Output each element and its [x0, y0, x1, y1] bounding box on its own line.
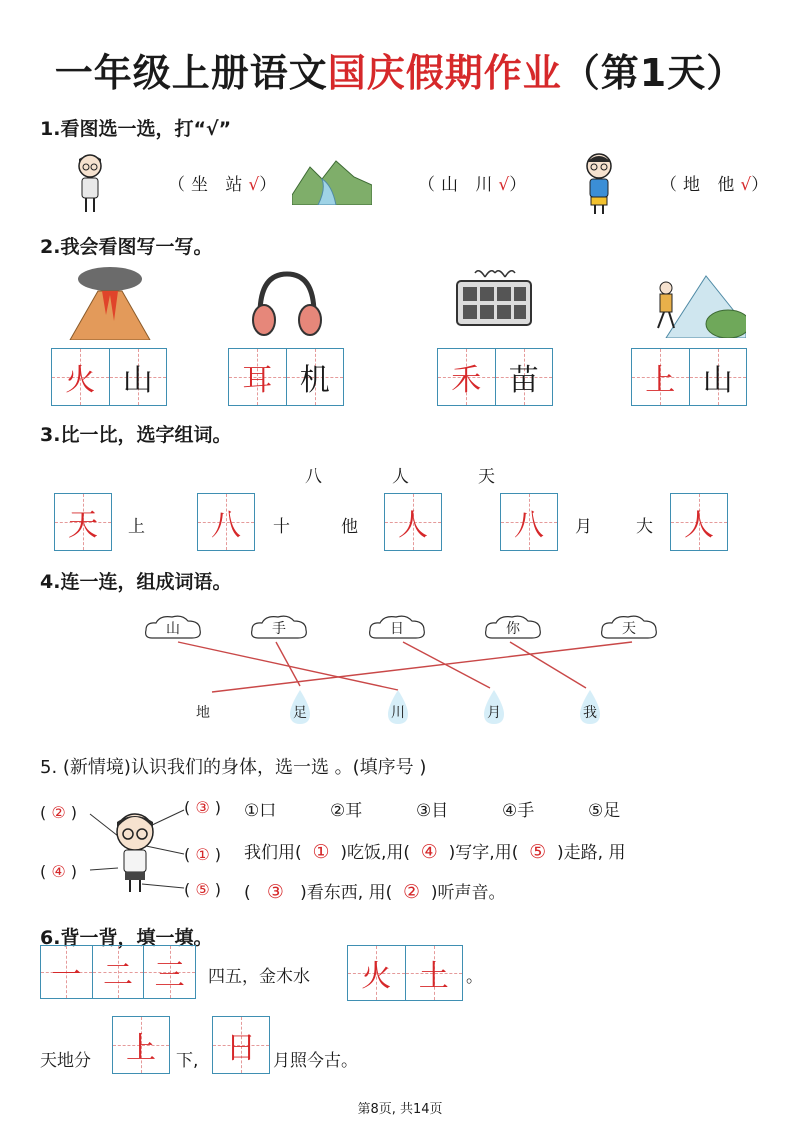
q4-bottom-char[interactable]: 月 — [487, 705, 501, 721]
q6-box-row-1b[interactable]: 火 土 — [347, 945, 463, 1001]
q3-given-char: 他 — [341, 517, 358, 537]
boy-illustration — [578, 150, 620, 218]
char-cell: 苗 — [495, 349, 553, 405]
q3-answer-box[interactable]: 八 — [500, 493, 558, 551]
q5-answer: ⑤ — [529, 841, 547, 863]
q4-top-char: 日 — [390, 621, 404, 637]
q6-box-row-2a[interactable]: 上 — [112, 1016, 170, 1074]
seedling-tray-illustration — [455, 265, 533, 327]
q6-box-row-1[interactable]: 一 二 三 — [40, 945, 196, 999]
q5-option: ③目 — [416, 801, 449, 821]
climbing-mountain-illustration — [636, 266, 746, 338]
body-parts-illustration — [80, 798, 190, 898]
q5-answer: ③ — [266, 881, 284, 903]
char-cell: 机 — [286, 349, 344, 405]
q5-option: ①口 — [244, 801, 277, 821]
volcano-illustration — [62, 265, 158, 340]
q5-label-3: ( ① ) — [184, 845, 221, 864]
q4-cloud[interactable] — [144, 614, 202, 642]
q6-text-end: 。 — [466, 967, 483, 987]
q2-word-box-1 — [51, 348, 167, 406]
q3-given-char: 月 — [575, 517, 592, 537]
q5-label-4: ( ④ ) — [40, 862, 77, 881]
q4-bottom-char[interactable]: 川 — [391, 705, 405, 721]
q3-choice: 人 — [392, 467, 409, 487]
q5-label-2: ( ③ ) — [184, 798, 221, 817]
q4-cloud[interactable] — [250, 614, 308, 642]
q2-word-box-2 — [228, 348, 344, 406]
q4-top-char: 山 — [166, 621, 180, 637]
title-black: 一年级上册语文 — [54, 51, 328, 95]
q3-given-char: 大 — [636, 517, 653, 537]
q5-option: ⑤足 — [588, 801, 621, 821]
q6-heading: 6.背一背，填一填。 — [40, 927, 213, 949]
girl-illustration — [72, 150, 108, 218]
q6-line2-end: 月照今古。 — [273, 1051, 358, 1071]
q5-sentence-2: ( ③ )看东西, 用( ② )听声音。 — [244, 881, 506, 903]
q3-answer-box[interactable]: 天 — [54, 493, 112, 551]
char-cell: 禾 — [438, 349, 495, 405]
q4-cloud[interactable] — [484, 614, 542, 642]
page-footer: 第8页, 共14页 — [357, 1102, 443, 1117]
char-cell: 上 — [632, 349, 689, 405]
q3-choice: 天 — [478, 467, 495, 487]
q5-answer: ② — [403, 881, 421, 903]
q6-line2-mid: 下, — [176, 1051, 199, 1071]
q5-label-1: ( ② ) — [40, 803, 77, 822]
q5-option: ②耳 — [330, 801, 363, 821]
q5-option: ④手 — [502, 801, 535, 821]
q4-bottom-char[interactable]: 地 — [196, 705, 210, 721]
q4-top-char: 手 — [272, 621, 286, 637]
q4-cloud[interactable] — [368, 614, 426, 642]
char-cell: 火 — [52, 349, 109, 405]
q3-choice: 八 — [305, 467, 322, 487]
q2-heading: 2.我会看图写一写。 — [40, 236, 213, 258]
q3-given-char: 十 — [273, 517, 290, 537]
title-suffix: （第1天） — [561, 51, 746, 95]
q6-text: 四五，金木水 — [208, 967, 310, 987]
q5-sentence-1: 我们用( ① )吃饭,用( ④ )写字,用( ⑤ )走路, 用 — [244, 841, 626, 863]
q3-heading: 3.比一比，选字组词。 — [40, 424, 232, 446]
q3-answer-box[interactable]: 八 — [197, 493, 255, 551]
char-cell: 山 — [689, 349, 747, 405]
q1-option-2[interactable]: （山 川√） — [418, 175, 533, 195]
q4-cloud[interactable] — [600, 614, 658, 642]
char-cell: 耳 — [229, 349, 286, 405]
q5-label-5: ( ⑤ ) — [184, 880, 221, 899]
q4-top-char: 你 — [506, 621, 520, 637]
q2-word-box-4 — [631, 348, 747, 406]
q5-answer: ④ — [420, 841, 438, 863]
q1-option-1[interactable]: （坐 站√） — [168, 175, 283, 195]
q5-heading: 5. (新情境)认识我们的身体，选一选 。(填序号 ) — [40, 757, 427, 778]
headphones-illustration — [248, 268, 326, 340]
q4-bottom-char[interactable]: 我 — [583, 705, 597, 721]
mountain-river-illustration — [292, 155, 372, 205]
q6-box-row-2b[interactable]: 日 — [212, 1016, 270, 1074]
page-title — [0, 42, 800, 97]
char-cell: 山 — [109, 349, 167, 405]
q1-heading: 1.看图选一选，打“√” — [40, 118, 232, 140]
q6-line2-start: 天地分 — [40, 1051, 91, 1071]
q4-bottom-char[interactable]: 足 — [293, 705, 307, 721]
q4-top-char: 天 — [622, 621, 636, 637]
q3-answer-box[interactable]: 人 — [384, 493, 442, 551]
q4-heading: 4.连一连，组成词语。 — [40, 571, 232, 593]
q3-given-char: 上 — [128, 517, 145, 537]
q2-word-box-3 — [437, 348, 553, 406]
title-red: 国庆假期作业 — [327, 51, 562, 95]
q3-answer-box[interactable]: 人 — [670, 493, 728, 551]
q5-answer: ① — [312, 841, 330, 863]
q1-option-3[interactable]: （地 他√） — [660, 175, 775, 195]
